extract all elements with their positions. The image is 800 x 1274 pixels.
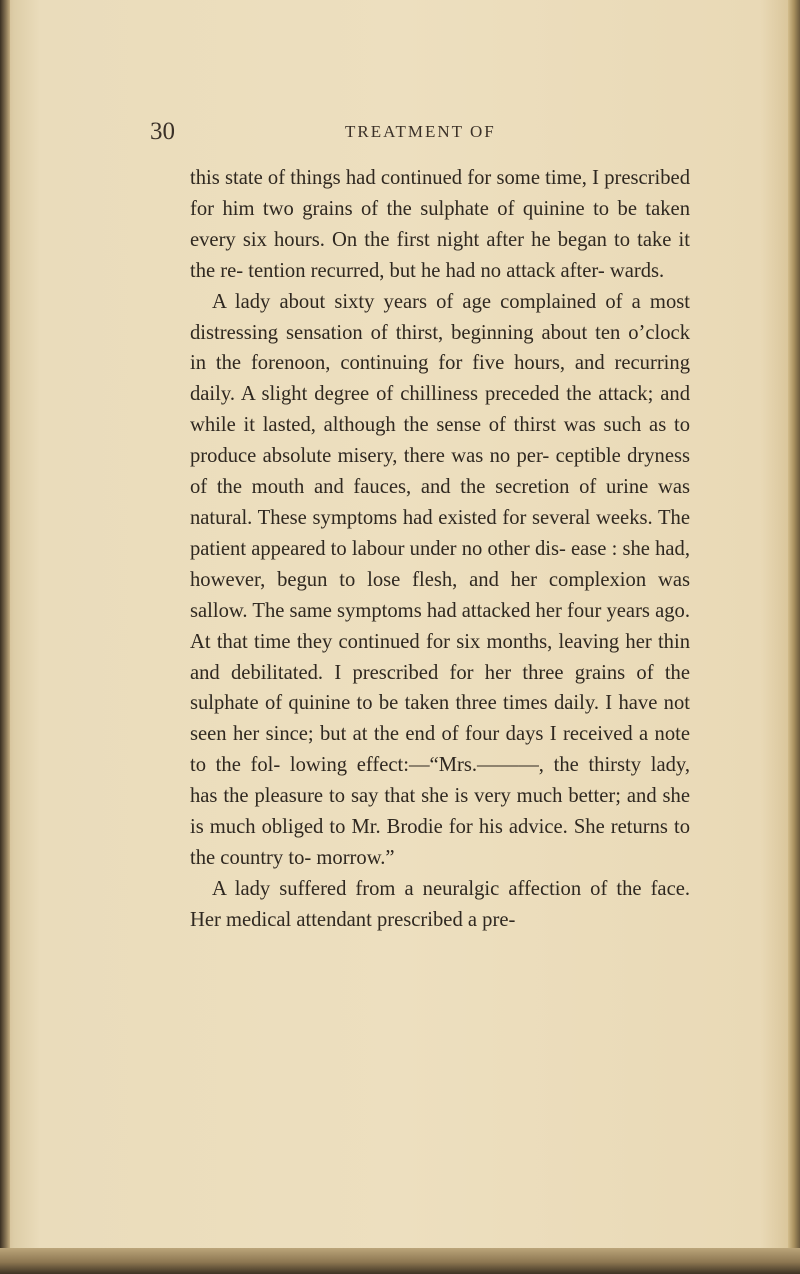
bottom-page-edge	[0, 1248, 800, 1274]
page-header	[150, 118, 720, 145]
binding-gutter	[0, 0, 10, 1274]
paragraph: A lady suffered from a neuralgic affection of the face. Her medical attendant prescribed a pre-	[190, 877, 690, 931]
running-head: TREATMENT OF	[345, 122, 496, 141]
paragraph: this state of things had continued for some time, I prescribed for him two grains of the sulphate of quinine to be taken every six hours. On the first night after he began to take it the re- tention recurred, but he had no attack after- wards.	[190, 167, 690, 282]
page-number: 30	[150, 118, 175, 145]
paragraph: A lady about sixty years of age complained of a most distressing sensation of thirst, beginning about ten o’clock in the forenoon, continuing for five hours, and recurring daily. A slight degree of chilliness preceded the attack; and while it lasted, although the sense of thirst was such as to produce absolute misery, there was no per- ceptible dryness of the mouth and fauces, and the secretion of urine was natural. These symptoms had existed for several weeks. The patient appeared to labour under no other dis- ease : she had, however, begun to lose flesh, and her complexion was sallow. The same symptoms had attacked her four years ago. At that time they continued for six months, leaving her thin and debilitated. I prescribed for her three grains of the sulphate of quinine to be taken three times daily. I have not seen her since; but at the end of four days I received a note to the fol- lowing effect:—“Mrs.———, the thirsty lady, has the pleasure to say that she is very much better; and she is much obliged to Mr. Brodie for his advice. She returns to the country to- morrow.”	[190, 290, 690, 869]
body-text	[190, 163, 690, 936]
page-edge	[788, 0, 800, 1274]
